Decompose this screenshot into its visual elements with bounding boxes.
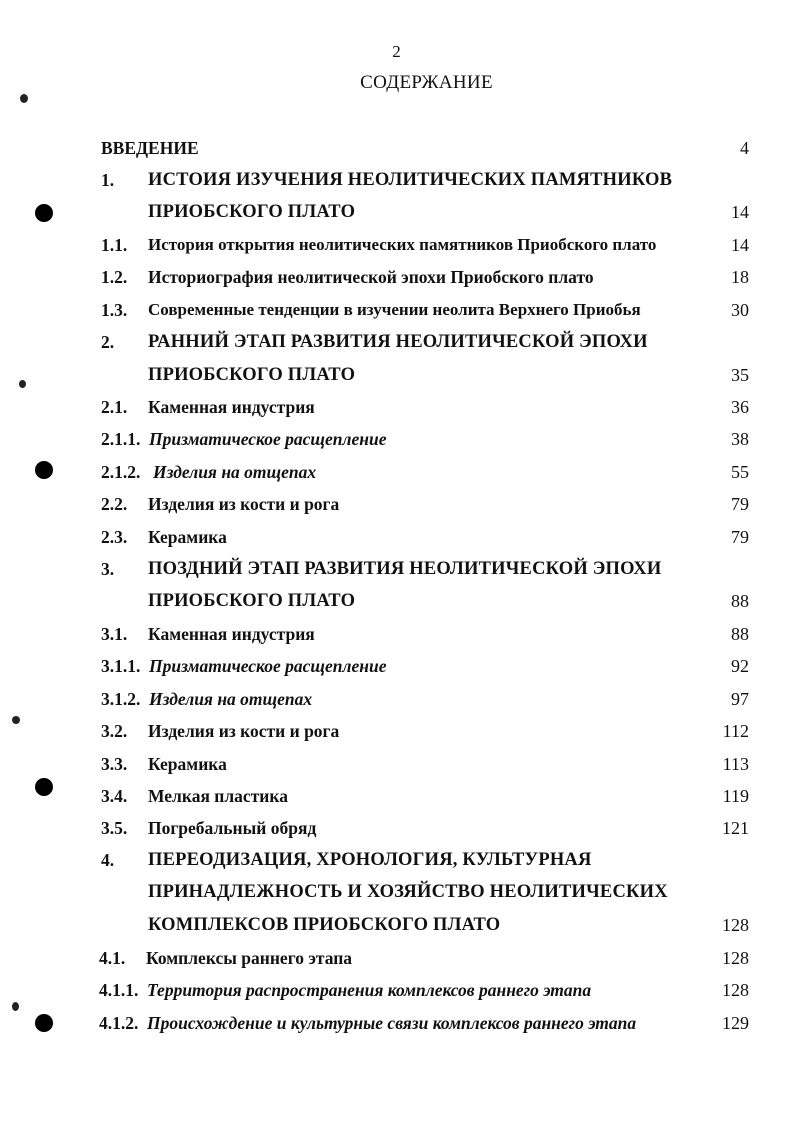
- toc-entry-text: ПРИОБСКОГО ПЛАТО: [148, 202, 356, 222]
- toc-entry-number: 2.1.1.: [101, 429, 141, 449]
- toc-entry: [0, 267, 793, 297]
- toc-entry-number: 2.1.2.: [101, 462, 141, 482]
- toc-entry-number: 1.1.: [101, 235, 128, 255]
- toc-entry: [0, 786, 793, 816]
- toc-entry: [0, 721, 793, 751]
- toc-entry-text: История открытия неолитических памятников Приобского плато: [148, 235, 657, 254]
- toc-entry-page: 97: [731, 689, 749, 709]
- toc-entry-text: Призматическое расщепление: [149, 429, 387, 449]
- toc-entry-text: Изделия из кости и рога: [148, 494, 340, 514]
- toc-entry: [0, 1013, 793, 1043]
- toc-entry-text: Изделия на отщепах: [153, 462, 317, 482]
- toc-entry-number: 3.4.: [101, 786, 128, 806]
- toc-entry: [0, 591, 793, 621]
- page-number: 2: [392, 42, 401, 61]
- toc-entry-text: Керамика: [148, 527, 227, 547]
- toc-entry-text: ПЕРЕОДИЗАЦИЯ, ХРОНОЛОГИЯ, КУЛЬТУРНАЯ: [148, 850, 592, 870]
- toc-entry-text: Комплексы раннего этапа: [146, 948, 353, 968]
- toc-entry-number: 3.: [101, 559, 115, 579]
- toc-entry: [0, 624, 793, 654]
- toc-entry-text: Каменная индустрия: [148, 397, 315, 417]
- toc-entry-number: 2.2.: [101, 494, 128, 514]
- toc-entry-text: Изделия на отщепах: [149, 689, 313, 709]
- toc-entry-number: 1.3.: [101, 300, 128, 320]
- toc-entry-page: 38: [731, 429, 749, 449]
- toc-entry-number: 3.1.1.: [101, 656, 141, 676]
- toc-entry: [0, 494, 793, 524]
- toc-entry-number: 3.1.2.: [101, 689, 141, 709]
- toc-entry-number: 4.1.2.: [99, 1013, 139, 1033]
- toc-entry: [0, 818, 793, 848]
- toc-entry-text: Мелкая пластика: [148, 786, 288, 806]
- toc-entry-page: 113: [722, 754, 749, 774]
- toc-entry: [0, 202, 793, 232]
- toc-entry: [0, 882, 793, 912]
- toc-entry-page: 128: [722, 915, 749, 935]
- toc-title: СОДЕРЖАНИЕ: [360, 72, 493, 93]
- toc-entry-number: 3.5.: [101, 818, 128, 838]
- toc-entry-page: 36: [731, 397, 749, 417]
- toc-entry-text: Каменная индустрия: [148, 624, 315, 644]
- toc-entry-page: 14: [731, 235, 749, 255]
- toc-entry-text: Территория распространения комплексов раннего этапа: [147, 980, 592, 1000]
- toc-entry-number: 4.1.1.: [99, 980, 139, 1000]
- toc-entry-page: 129: [722, 1013, 749, 1033]
- toc-entry-text: ПОЗДНИЙ ЭТАП РАЗВИТИЯ НЕОЛИТИЧЕСКОЙ ЭПОХИ: [148, 559, 662, 579]
- toc-entry: [0, 754, 793, 784]
- toc-entry-page: 14: [731, 202, 749, 222]
- toc-entry-text: Историография неолитической эпохи Приобского плато: [148, 267, 594, 287]
- toc-entry: [0, 138, 793, 168]
- toc-entry-text: ПРИОБСКОГО ПЛАТО: [148, 591, 356, 611]
- toc-entry-number: 1.: [101, 170, 115, 190]
- toc-entry-text: Происхождение и культурные связи комплексов раннего этапа: [147, 1013, 637, 1033]
- toc-entry-page: 88: [731, 624, 749, 644]
- toc-entry: [0, 980, 793, 1010]
- toc-entry-page: 121: [722, 818, 749, 838]
- toc-entry: [0, 948, 793, 978]
- toc-entry-text: Призматическое расщепление: [149, 656, 387, 676]
- toc-entry: [0, 235, 793, 265]
- toc-entry: [0, 397, 793, 427]
- toc-entry: [0, 332, 793, 362]
- toc-entry-page: 79: [731, 494, 749, 514]
- toc-entry: [0, 656, 793, 686]
- toc-entry-text: Изделия из кости и рога: [148, 721, 340, 741]
- toc-entry-page: 88: [731, 591, 749, 611]
- toc-entry-number: 2.3.: [101, 527, 128, 547]
- toc-entry-page: 35: [731, 365, 749, 385]
- toc-entry: [0, 850, 793, 880]
- toc-entry-number: 3.3.: [101, 754, 128, 774]
- toc-entry-text: ПРИОБСКОГО ПЛАТО: [148, 365, 356, 385]
- toc-entry-number: 1.2.: [101, 267, 128, 287]
- toc-entry-text: ПРИНАДЛЕЖНОСТЬ И ХОЗЯЙСТВО НЕОЛИТИЧЕСКИХ: [148, 882, 668, 902]
- toc-entry-page: 18: [731, 267, 749, 287]
- toc-entry: [0, 689, 793, 719]
- toc-entry-text: Современные тенденции в изучении неолита Верхнего Приобья: [148, 300, 641, 319]
- toc-entry: [0, 527, 793, 557]
- toc-entry: [0, 915, 793, 945]
- toc-entry-text: Керамика: [148, 754, 227, 774]
- toc-entry-page: 4: [740, 138, 749, 158]
- toc-entry-page: 112: [722, 721, 749, 741]
- toc-entry-number: 4.: [101, 850, 115, 870]
- toc-entry: [0, 462, 793, 492]
- toc-entry-page: 55: [731, 462, 749, 482]
- toc-entry: [0, 300, 793, 330]
- toc-entry-number: 4.1.: [99, 948, 126, 968]
- toc-entry-number: 3.1.: [101, 624, 128, 644]
- toc-entry-number: 2.: [101, 332, 115, 352]
- scan-speck-1: [20, 94, 28, 103]
- toc-entry-page: 79: [731, 527, 749, 547]
- toc-entry-number: 3.2.: [101, 721, 128, 741]
- toc-entry-text: Погребальный обряд: [148, 818, 317, 838]
- toc-entry-page: 92: [731, 656, 749, 676]
- toc-entry-page: 128: [722, 948, 749, 968]
- toc-entry: [0, 170, 793, 200]
- toc-entry-page: 30: [731, 300, 749, 320]
- toc-entry: [0, 559, 793, 589]
- toc-entry-number: 2.1.: [101, 397, 128, 417]
- toc-entry-text: РАННИЙ ЭТАП РАЗВИТИЯ НЕОЛИТИЧЕСКОЙ ЭПОХИ: [148, 332, 648, 352]
- toc-entry-text: КОМПЛЕКСОВ ПРИОБСКОГО ПЛАТО: [148, 915, 501, 935]
- toc-entry-page: 128: [722, 980, 749, 1000]
- toc-entry: [0, 365, 793, 395]
- toc-entry: [0, 429, 793, 459]
- toc-entry-text: ВВЕДЕНИЕ: [101, 138, 199, 158]
- toc-entry-page: 119: [722, 786, 749, 806]
- toc-entry-text: ИСТОИЯ ИЗУЧЕНИЯ НЕОЛИТИЧЕСКИХ ПАМЯТНИКОВ: [148, 170, 673, 190]
